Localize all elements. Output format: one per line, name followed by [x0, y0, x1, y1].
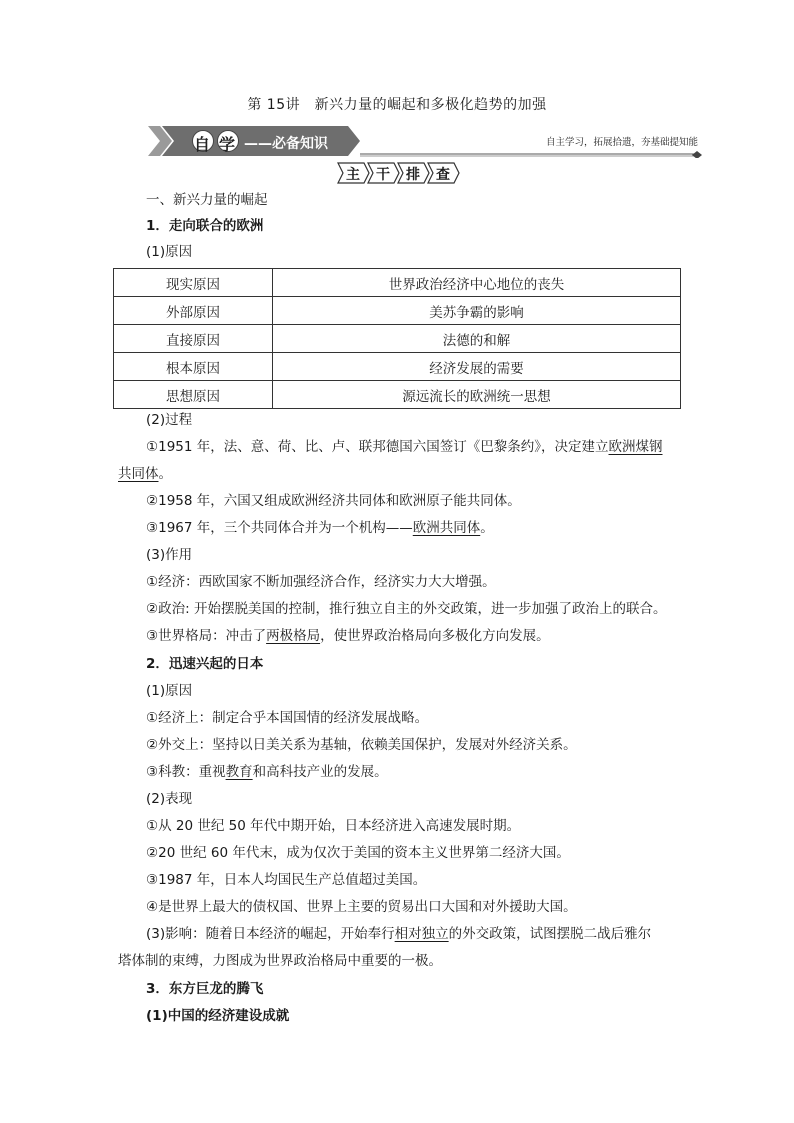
japan-show-2: ②20 世纪 60 年代末，成为仅次于美国的资本主义世界第二经济大国。	[146, 845, 570, 861]
subsection-heading-europe: 1．走向联合的欧洲	[146, 218, 264, 234]
table-cell-label: 根本原因	[114, 353, 273, 381]
table-cell-value: 美苏争霸的影响	[273, 297, 681, 325]
reason-heading: (1)原因	[146, 244, 193, 260]
japan-show-4: ④是世界上最大的债权国、世界上主要的贸易出口大国和对外援助大国。	[146, 899, 577, 915]
table-row	[114, 269, 681, 297]
underlined-term: 欧洲煤钢	[608, 439, 663, 455]
text: ③世界格局：冲击了	[146, 628, 267, 644]
underlined-term: 教育	[225, 764, 253, 780]
underlined-term: 相对独立	[394, 926, 449, 942]
japan-reason-3	[146, 762, 388, 782]
table-cell-label: 现实原因	[114, 269, 273, 297]
subsection-heading-japan: 2．迅速兴起的日本	[146, 656, 264, 672]
underlined-term: 欧洲共同体	[412, 520, 481, 536]
banner-char-1: 自	[194, 135, 211, 154]
table-cell-label: 外部原因	[114, 297, 273, 325]
japan-impact-cont: 塔体制的束缚，力图成为世界政治格局中重要的一极。	[118, 953, 442, 969]
text: 和高科技产业的发展。	[252, 764, 388, 780]
japan-show-3: ③1987 年，日本人均国民生产总值超过美国。	[146, 872, 427, 888]
reasons-table	[113, 268, 681, 409]
text: 。	[480, 520, 494, 536]
japan-show-1: ①从 20 世纪 50 年代中期开始，日本经济进入高速发展时期。	[146, 818, 521, 834]
table-cell-value: 经济发展的需要	[273, 353, 681, 381]
subsection-heading-china: 3．东方巨龙的腾飞	[146, 981, 264, 997]
japan-reason-heading: (1)原因	[146, 683, 193, 699]
table-cell-value: 法德的和解	[273, 325, 681, 353]
text: (3)影响：随着日本经济的崛起，开始奉行	[146, 926, 395, 942]
page-title: 第 15讲 新兴力量的崛起和多极化趋势的加强	[247, 97, 547, 113]
table-cell-value: 源远流长的欧洲统一思想	[273, 381, 681, 409]
section-tag-char-2: 干	[376, 167, 390, 183]
japan-show-heading: (2)表现	[146, 791, 193, 807]
banner-char-2: 学	[219, 135, 236, 154]
underlined-term: 共同体	[118, 466, 159, 482]
text: 的外交政策，试图摆脱二战后雅尔	[448, 926, 652, 942]
table-row	[114, 381, 681, 409]
table-row	[114, 325, 681, 353]
japan-reason-2: ②外交上：坚持以日美关系为基轴，依赖美国保护，发展对外经济关系。	[146, 737, 577, 753]
section-heading: 一、新兴力量的崛起	[146, 192, 268, 208]
text: 。	[158, 466, 172, 482]
section-tag-char-4: 查	[436, 167, 450, 183]
table-row	[114, 297, 681, 325]
underlined-term: 两极格局	[266, 628, 321, 644]
japan-reason-1: ①经济上：制定合乎本国国情的经济发展战略。	[146, 710, 429, 726]
effect-item-2: ②政治: 开始摆脱美国的控制，推行独立自主的外交政策，进一步加强了政治上的联合。	[146, 601, 667, 617]
process-item-1-cont	[118, 464, 172, 484]
text: ，使世界政治格局向多极化方向发展。	[320, 628, 550, 644]
table-row	[114, 353, 681, 381]
text: ①1951 年，法、意、荷、比、卢、联邦德国六国签订《巴黎条约》，决定建立	[146, 439, 609, 455]
table-cell-label: 思想原因	[114, 381, 273, 409]
effect-item-3	[146, 626, 550, 646]
text: ③科教：重视	[146, 764, 226, 780]
process-item-3	[146, 518, 494, 538]
banner-heading: ——必备知识	[244, 136, 328, 152]
process-item-1	[146, 437, 663, 457]
banner-subtitle: 自主学习，拓展拾遗，夯基础提知能	[545, 137, 698, 148]
process-item-2: ②1958 年，六国又组成欧洲经济共同体和欧洲原子能共同体。	[146, 493, 521, 509]
japan-impact	[146, 924, 651, 944]
effect-heading: (3)作用	[146, 547, 193, 563]
table-cell-value: 世界政治经济中心地位的丧失	[273, 269, 681, 297]
section-tag-char-1: 主	[346, 167, 360, 183]
section-tag	[336, 161, 462, 185]
table-cell-label: 直接原因	[114, 325, 273, 353]
section-tag-char-3: 排	[406, 167, 420, 183]
section-banner	[148, 124, 708, 158]
text: ③1967 年，三个共同体合并为一个机构——	[146, 520, 413, 536]
process-heading: (2)过程	[146, 412, 193, 428]
effect-item-1: ①经济：西欧国家不断加强经济合作，经济实力大大增强。	[146, 574, 496, 590]
china-heading: (1)中国的经济建设成就	[146, 1008, 290, 1024]
